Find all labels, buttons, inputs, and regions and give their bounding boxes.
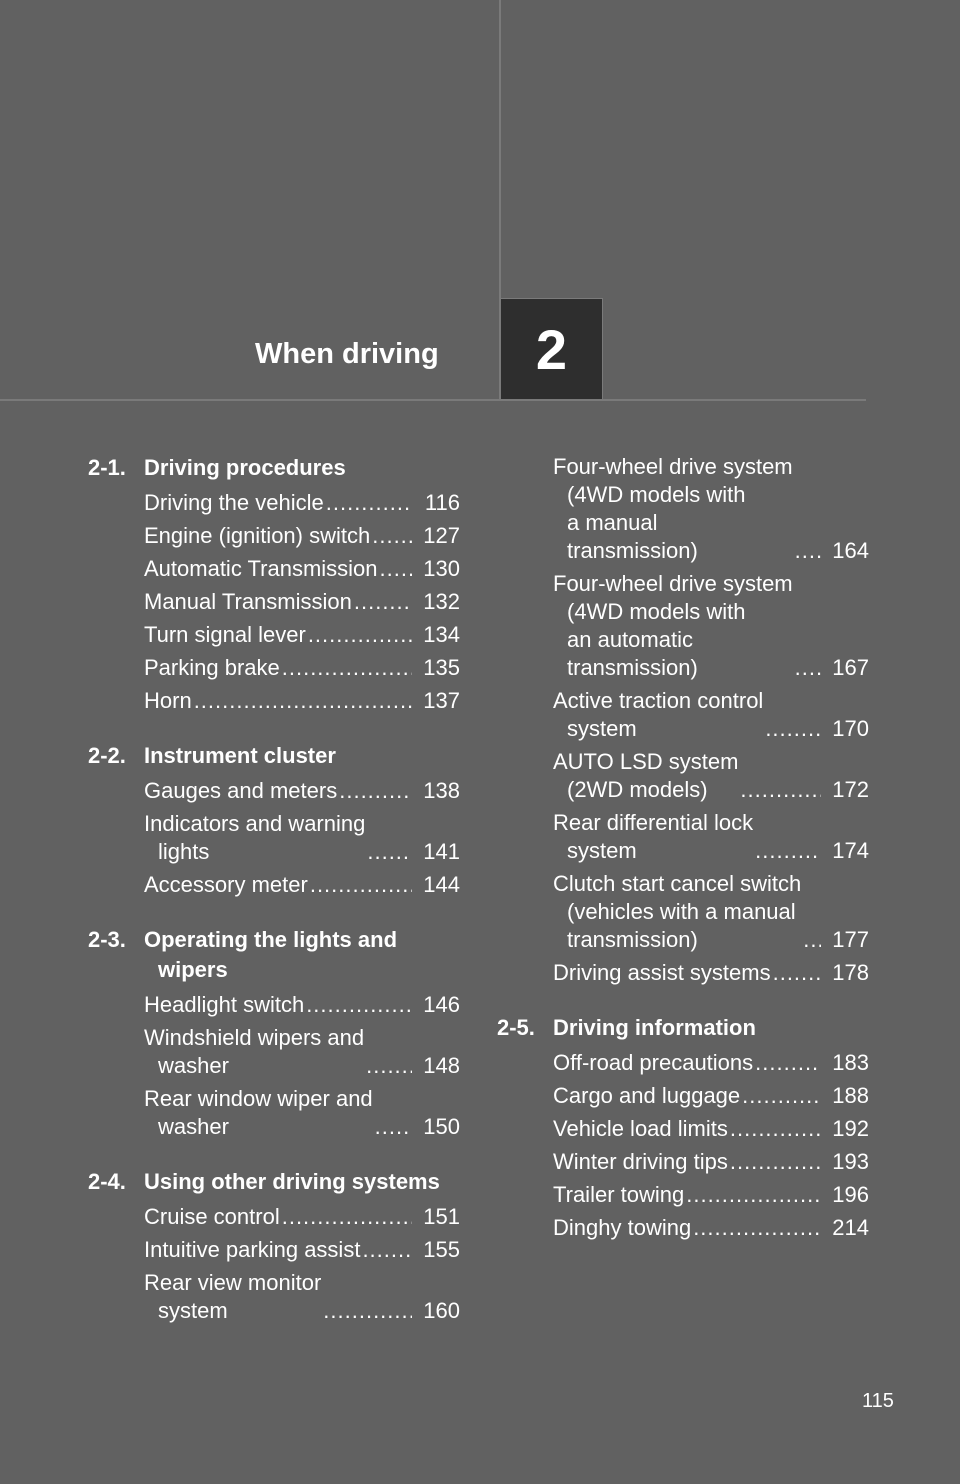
toc-entry-line: system <box>567 838 637 863</box>
chapter-title: When driving <box>255 338 439 370</box>
dot-leader <box>326 489 412 517</box>
toc-entry-title <box>553 809 753 865</box>
toc-entry[interactable] <box>553 1049 869 1077</box>
toc-entry-line: Manual Transmission <box>144 589 352 614</box>
divider-horizontal <box>0 399 866 401</box>
section-title-line: Using other driving systems <box>144 1169 440 1194</box>
toc-entry-line: washer <box>158 1053 229 1078</box>
toc-entry-title <box>144 654 280 682</box>
section-entries <box>88 1203 460 1325</box>
toc-entry-line: (2WD models) <box>567 777 708 802</box>
section-title-line: Instrument cluster <box>144 743 336 768</box>
toc-entry-line: Trailer towing <box>553 1182 685 1207</box>
toc-entry-line: AUTO LSD system <box>553 749 739 774</box>
toc-entry-page: 192 <box>832 1116 869 1141</box>
dot-leader <box>755 1049 821 1077</box>
toc-entry-title <box>144 810 365 866</box>
toc-entry-page: 137 <box>423 688 460 713</box>
toc-entry-page: 150 <box>423 1114 460 1139</box>
toc-entry-page: 141 <box>423 839 460 864</box>
toc-entry-page: 172 <box>832 777 869 802</box>
toc-entry-line: Windshield wipers and <box>144 1025 365 1050</box>
toc-entry[interactable] <box>144 1236 460 1264</box>
dot-leader <box>308 621 412 649</box>
toc-entry-line: Rear differential lock <box>553 810 754 835</box>
toc-entry-page: 164 <box>832 538 869 563</box>
toc-entry-title <box>144 1085 373 1141</box>
toc-entry-title <box>553 1082 740 1110</box>
toc-entry-line: Headlight switch <box>144 992 305 1017</box>
section-title-line: Driving procedures <box>144 455 346 480</box>
dot-leader <box>686 1181 821 1209</box>
toc-entry[interactable] <box>553 1214 869 1242</box>
toc-entry[interactable] <box>144 810 460 866</box>
toc-entry-line: Vehicle load limits <box>553 1116 728 1141</box>
toc-entry-title <box>553 959 771 987</box>
toc-entry-page: 214 <box>832 1215 869 1240</box>
dot-leader <box>354 588 412 616</box>
toc-entry-title <box>144 588 352 616</box>
page-number: 115 <box>862 1390 894 1412</box>
dot-leader <box>372 522 412 550</box>
toc-entry-title <box>144 1203 280 1231</box>
toc-entry[interactable] <box>144 871 460 899</box>
toc-entry-line: Driving the vehicle <box>144 490 324 515</box>
toc-entry[interactable] <box>144 1024 460 1080</box>
toc-entry[interactable] <box>144 588 460 616</box>
toc-right-column <box>497 453 869 1268</box>
dot-leader <box>362 1236 412 1264</box>
toc-entry-page: 132 <box>423 589 460 614</box>
toc-entry-page: 170 <box>832 716 869 741</box>
toc-entry-line: Engine (ignition) switch <box>144 523 371 548</box>
toc-entry-page: 134 <box>423 622 460 647</box>
dot-leader <box>803 926 821 954</box>
toc-entry-line: Parking brake <box>144 655 280 680</box>
toc-entry-line: Rear view monitor <box>144 1270 322 1295</box>
toc-entry-title <box>144 555 378 583</box>
toc-entry[interactable] <box>553 748 869 804</box>
section-heading[interactable] <box>88 1167 460 1197</box>
toc-section <box>88 741 460 899</box>
toc-entry-title <box>553 1115 728 1143</box>
toc-entry-line: Four-wheel drive system <box>553 454 793 479</box>
toc-entry-title <box>553 1214 691 1242</box>
section-title-line: Driving information <box>553 1015 756 1040</box>
toc-entry-title <box>553 453 793 565</box>
section-entries <box>88 489 460 715</box>
toc-entry-line: (4WD models with <box>567 599 746 624</box>
dot-leader <box>755 837 821 865</box>
toc-entry-page: 135 <box>423 655 460 680</box>
toc-entry[interactable] <box>553 1082 869 1110</box>
toc-entry[interactable] <box>144 991 460 1019</box>
toc-entry[interactable] <box>144 522 460 550</box>
toc-entry-line: (4WD models with <box>567 482 746 507</box>
toc-entry[interactable] <box>553 1181 869 1209</box>
toc-section-continued <box>497 453 869 987</box>
dot-leader <box>282 1203 412 1231</box>
section-heading[interactable] <box>88 453 460 483</box>
toc-entry-title <box>553 1181 684 1209</box>
toc-entry-line: system <box>158 1298 228 1323</box>
toc-entry-line: Cruise control <box>144 1204 280 1229</box>
toc-entry-page: 193 <box>832 1149 869 1174</box>
section-title <box>144 925 460 985</box>
section-number: 2-3. <box>88 927 126 952</box>
toc-entry[interactable] <box>144 621 460 649</box>
toc-entry-line: lights <box>158 839 210 864</box>
toc-entry-title <box>144 489 324 517</box>
toc-entry[interactable] <box>144 489 460 517</box>
toc-entry-page: 138 <box>423 778 460 803</box>
dot-leader <box>367 838 412 866</box>
dot-leader <box>740 776 821 804</box>
toc-entry-line: transmission) <box>567 538 698 563</box>
toc-entry-page: 151 <box>423 1204 460 1229</box>
toc-entry-page: 174 <box>832 838 869 863</box>
toc-entry-line: Gauges and meters <box>144 778 338 803</box>
dot-leader <box>310 871 412 899</box>
toc-entry-line: Cargo and luggage <box>553 1083 741 1108</box>
toc-entry-title <box>144 991 304 1019</box>
toc-entry[interactable] <box>553 1148 869 1176</box>
dot-leader <box>282 654 412 682</box>
section-title <box>553 1013 869 1043</box>
toc-entry[interactable] <box>553 570 869 682</box>
toc-section <box>88 1167 460 1325</box>
toc-entry[interactable] <box>144 687 460 715</box>
toc-entry[interactable] <box>553 1115 869 1143</box>
toc-entry[interactable] <box>553 809 869 865</box>
dot-leader <box>323 1297 412 1325</box>
toc-entry-line: Clutch start cancel switch <box>553 871 802 896</box>
chapter-number-badge: 2 <box>500 298 603 400</box>
toc-section <box>88 453 460 715</box>
toc-entry-page: 177 <box>832 927 869 952</box>
toc-entry-line: Winter driving tips <box>553 1149 728 1174</box>
dot-leader <box>742 1082 821 1110</box>
dot-leader <box>194 687 412 715</box>
dot-leader <box>339 777 412 805</box>
dot-leader <box>730 1115 821 1143</box>
toc-entry-line: an automatic <box>567 627 693 652</box>
section-entries <box>497 453 869 987</box>
toc-entry-title <box>144 1024 364 1080</box>
toc-entry-line: Automatic Transmission <box>144 556 378 581</box>
dot-leader <box>306 991 412 1019</box>
toc-entry-line: system <box>567 716 637 741</box>
toc-entry-page: 148 <box>423 1053 460 1078</box>
toc-entry-title <box>144 871 308 899</box>
section-title-line: wipers <box>158 957 228 982</box>
toc-entry[interactable] <box>144 1085 460 1141</box>
toc-entry-line: Horn <box>144 688 192 713</box>
toc-entry-title <box>553 1148 728 1176</box>
section-number: 2-4. <box>88 1169 126 1194</box>
dot-leader <box>380 555 412 583</box>
toc-section <box>497 1013 869 1242</box>
toc-entry-title <box>144 522 370 550</box>
toc-entry-title <box>553 748 738 804</box>
toc-entry-line: Indicators and warning <box>144 811 366 836</box>
toc-entry[interactable] <box>144 1269 460 1325</box>
dot-leader <box>366 1052 412 1080</box>
toc-entry-page: 183 <box>832 1050 869 1075</box>
section-title <box>144 1167 460 1197</box>
toc-entry[interactable] <box>553 959 869 987</box>
dot-leader <box>773 959 821 987</box>
dot-leader <box>795 654 821 682</box>
toc-entry-line: Accessory meter <box>144 872 308 897</box>
section-number: 2-1. <box>88 455 126 480</box>
toc-entry-line: washer <box>158 1114 229 1139</box>
toc-entry-line: Active traction control <box>553 688 764 713</box>
section-entries <box>497 1049 869 1242</box>
toc-entry-line: Intuitive parking assist <box>144 1237 361 1262</box>
toc-entry-line: a manual <box>567 510 658 535</box>
toc-entry-page: 130 <box>423 556 460 581</box>
toc-entry-line: transmission) <box>567 655 698 680</box>
toc-entry-title <box>144 687 192 715</box>
section-heading[interactable] <box>497 1013 869 1043</box>
toc-entry-line: Turn signal lever <box>144 622 306 647</box>
toc-entry-title <box>553 687 763 743</box>
toc-entry-line: (vehicles with a manual <box>567 899 796 924</box>
toc-entry-title <box>144 1236 360 1264</box>
toc-section <box>88 925 460 1141</box>
toc-entry-line: Dinghy towing <box>553 1215 692 1240</box>
section-heading[interactable] <box>88 741 460 771</box>
toc-entry-line: Off-road precautions <box>553 1050 754 1075</box>
dot-leader <box>693 1214 821 1242</box>
toc-entry-page: 127 <box>423 523 460 548</box>
section-number: 2-5. <box>497 1015 535 1040</box>
dot-leader <box>795 537 821 565</box>
toc-entry-line: Four-wheel drive system <box>553 571 793 596</box>
dot-leader <box>375 1113 412 1141</box>
toc-entry-title <box>553 1049 753 1077</box>
toc-entry-page: 160 <box>423 1298 460 1323</box>
toc-left-column <box>88 453 460 1351</box>
toc-entry-page: 167 <box>832 655 869 680</box>
section-title <box>144 453 460 483</box>
toc-entry[interactable] <box>144 777 460 805</box>
section-entries <box>88 991 460 1141</box>
dot-leader <box>730 1148 821 1176</box>
section-title-line: Operating the lights and <box>144 927 398 952</box>
toc-entry-title <box>144 1269 321 1325</box>
toc-entry-title <box>553 870 801 954</box>
toc-entry-page: 146 <box>423 992 460 1017</box>
toc-entry[interactable] <box>144 555 460 583</box>
dot-leader <box>765 715 821 743</box>
toc-entry-page: 155 <box>423 1237 460 1262</box>
section-number: 2-2. <box>88 743 126 768</box>
toc-entry-title <box>553 570 793 682</box>
toc-entry[interactable] <box>553 453 869 565</box>
toc-entry-title <box>144 621 306 649</box>
section-title <box>144 741 460 771</box>
toc-entry[interactable] <box>553 687 869 743</box>
toc-entry[interactable] <box>144 1203 460 1231</box>
toc-entry-page: 178 <box>832 960 869 985</box>
toc-entry[interactable] <box>553 870 869 954</box>
toc-entry-page: 188 <box>832 1083 869 1108</box>
toc-entry-title <box>144 777 337 805</box>
toc-entry-line: Rear window wiper and <box>144 1086 373 1111</box>
toc-entry-page: 196 <box>832 1182 869 1207</box>
toc-entry-line: transmission) <box>567 927 698 952</box>
toc-entry[interactable] <box>144 654 460 682</box>
toc-entry-page: 116 <box>424 490 460 515</box>
toc-entry-line: Driving assist systems <box>553 960 771 985</box>
section-entries <box>88 777 460 899</box>
section-heading[interactable] <box>88 925 460 985</box>
toc-entry-page: 144 <box>423 872 460 897</box>
